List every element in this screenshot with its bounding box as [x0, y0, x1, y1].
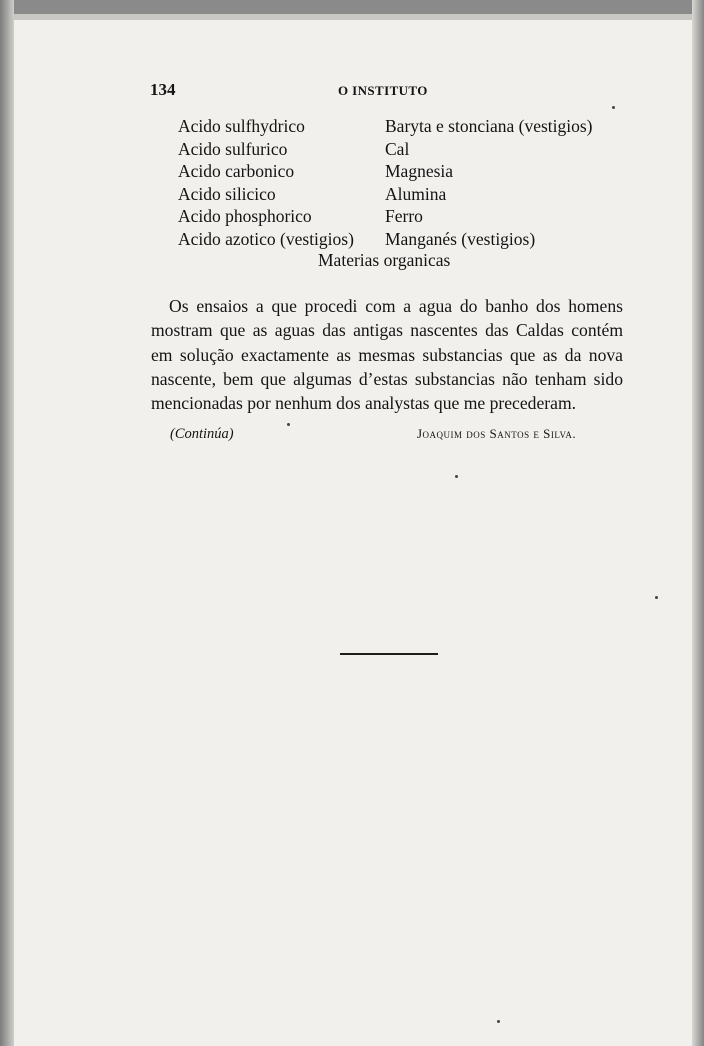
scan-speck [455, 475, 458, 478]
list-item-centered: Materias organicas [318, 250, 451, 270]
list-item: Acido carbonico [178, 161, 295, 182]
continued-note: (Continúa) [170, 426, 234, 442]
list-item: Acido phosphorico [178, 206, 312, 227]
page-header [150, 80, 600, 104]
scan-speck [655, 596, 658, 599]
scan-top-shadow [0, 14, 704, 20]
section-divider [340, 653, 438, 655]
scan-speck [287, 423, 290, 426]
scan-speck [612, 106, 615, 109]
list-item: Cal [385, 138, 410, 159]
paragraph-line: em solução exactamente as mesmas substancias que as da nova [151, 344, 623, 365]
body-paragraph [151, 294, 623, 415]
scan-top-edge [0, 0, 704, 14]
list-item: Acido sulfhydrico [178, 116, 305, 136]
page-number: 134 [150, 80, 176, 99]
list-item: Acido azotico (vestigios) [178, 228, 354, 249]
compound-list-right [385, 115, 593, 251]
paragraph-line: Os ensaios a que procedi com a agua do banho dos homens [169, 296, 623, 316]
list-item: Acido sulfurico [178, 138, 288, 159]
compound-list-left [178, 115, 354, 251]
list-item: Acido silicico [178, 183, 276, 204]
list-item: Alumina [385, 183, 447, 204]
list-item: Manganés (vestigios) [385, 228, 536, 249]
scan-left-edge [0, 0, 14, 1046]
list-item: Magnesia [385, 161, 454, 182]
list-item: Ferro [385, 206, 423, 227]
author-signature: Joaquim dos Santos e Silva. [417, 426, 577, 441]
running-head: O INSTITUTO [338, 83, 428, 98]
paragraph-line: nascente, bem que algumas d’estas substancias não tenham sido [151, 368, 623, 389]
paragraph-line: mostram que as aguas das antigas nascentes das Caldas contém [151, 320, 623, 341]
scan-speck [497, 1020, 500, 1023]
paragraph-line: mencionadas por nenhum dos analystas que me precederam. [151, 393, 577, 414]
list-item: Baryta e stonciana (vestigios) [385, 116, 593, 136]
